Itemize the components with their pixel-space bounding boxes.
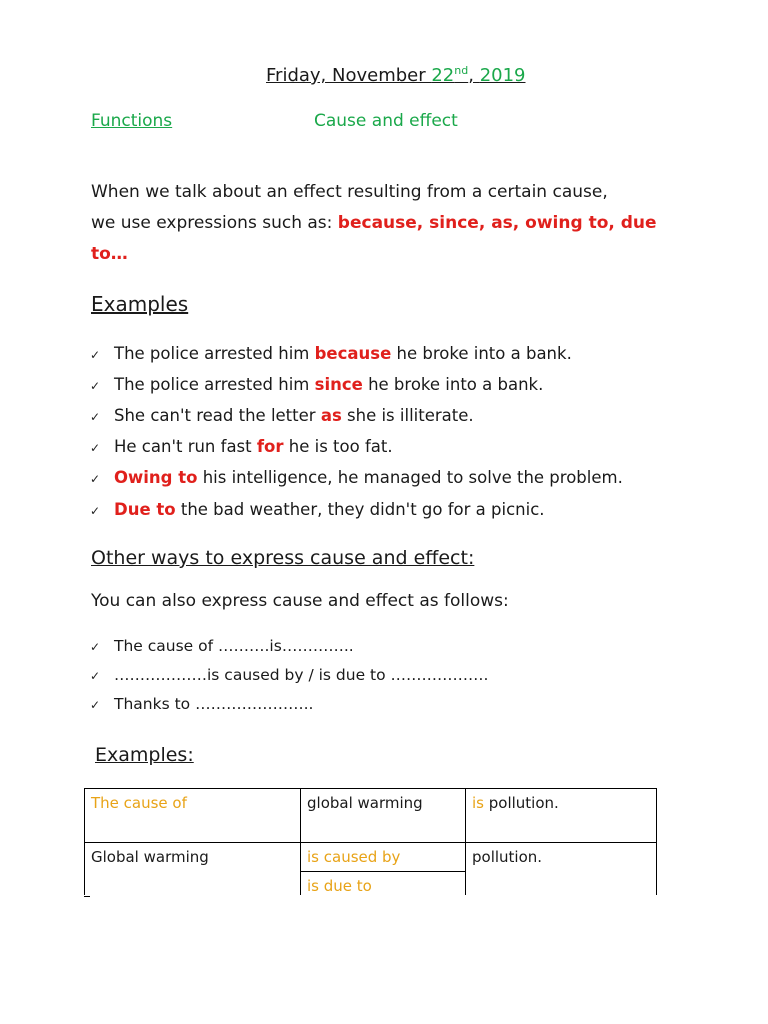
functions-label: Functions [91, 111, 173, 131]
topic-title: Cause and effect [314, 111, 458, 131]
list-item: ✓ Owing to his intelligence, he managed to solve the problem. [90, 468, 623, 487]
table-cell: is due to [301, 872, 466, 901]
list-item: ✓ He can't run fast for he is too fat. [90, 437, 393, 456]
keyword: because [314, 344, 392, 363]
date-year: 2019 [479, 65, 526, 86]
table-row [85, 789, 657, 843]
check-icon: ✓ [90, 698, 101, 712]
page-cutoff [0, 895, 768, 1024]
table-cell: The cause of [85, 789, 301, 843]
table-cell: pollution. [466, 843, 657, 901]
check-icon: ✓ [90, 472, 101, 486]
date-day: 22 [431, 65, 455, 86]
other-ways-heading: Other ways to express cause and effect: [91, 547, 475, 569]
list-item: ✓ The cause of ……….is………….. [90, 637, 354, 655]
list-item: ✓ Thanks to ………………….. [90, 695, 314, 713]
keyword: for [256, 437, 284, 456]
intro-line-1: When we talk about an effect resulting from a certain cause, [91, 182, 608, 202]
intro-line-2 [91, 213, 657, 233]
table-cell: is pollution. [466, 789, 657, 843]
check-icon: ✓ [90, 640, 101, 654]
list-item: ✓ Due to the bad weather, they didn't go for a picnic. [90, 500, 545, 519]
keyword: since [314, 375, 363, 394]
list-item: ✓ She can't read the letter as she is illiterate. [90, 406, 474, 425]
examples-heading: Examples [91, 292, 189, 316]
table-row [85, 843, 657, 872]
date-prefix: Friday, November [266, 65, 432, 86]
list-item: ✓ The police arrested him because he broke into a bank. [90, 344, 572, 363]
other-ways-intro: You can also express cause and effect as follows: [91, 591, 509, 611]
date-suffix: nd [454, 64, 469, 77]
intro-line-2-text: we use expressions such as: [91, 213, 333, 233]
table-cell: is caused by [301, 843, 466, 872]
check-icon: ✓ [90, 669, 101, 683]
list-item: ✓ ………………is caused by / is due to ………………. [90, 666, 489, 684]
intro-highlight-1: because, since, as, owing to, due [337, 213, 657, 233]
keyword: Owing to [114, 468, 198, 487]
check-icon: ✓ [90, 410, 101, 424]
keyword: Due to [114, 500, 176, 519]
keyword: as [320, 406, 342, 425]
examples-table [84, 788, 657, 900]
intro-highlight-2: to… [91, 244, 128, 264]
table-cut-mark [84, 896, 90, 897]
date-comma: , [468, 65, 480, 86]
examples-heading-2: Examples: [95, 744, 194, 766]
check-icon: ✓ [90, 441, 101, 455]
table-cell: Global warming [85, 843, 301, 901]
check-icon: ✓ [90, 379, 101, 393]
table-cell: global warming [301, 789, 466, 843]
check-icon: ✓ [90, 504, 101, 518]
list-item: ✓ The police arrested him since he broke into a bank. [90, 375, 544, 394]
check-icon: ✓ [90, 348, 101, 362]
date-heading [266, 64, 526, 86]
